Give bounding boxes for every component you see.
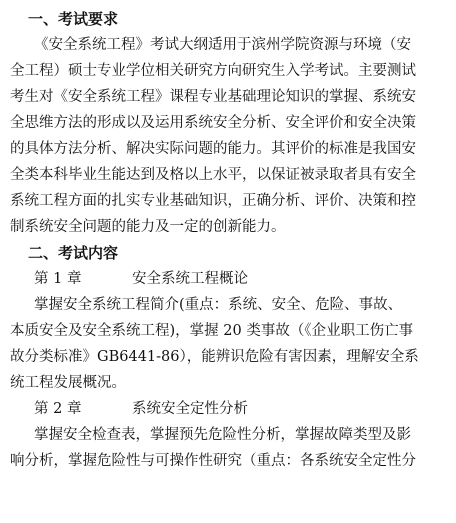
paragraph-line: 制系统安全问题的能力及一定的创新能力。 bbox=[10, 219, 286, 235]
paragraph-line: 掌握安全系统工程简介(重点：系统、安全、危险、事故、 bbox=[34, 297, 403, 313]
section-heading-exam-requirements: 一、考试要求 bbox=[28, 10, 119, 28]
chapter-2-paragraph bbox=[10, 422, 446, 474]
paragraph-line: 考生对《安全系统工程》课程专业基础理论知识的掌握、系统安 bbox=[10, 89, 416, 105]
chapter-1-paragraph bbox=[10, 292, 446, 396]
chapter-2-heading bbox=[10, 396, 446, 422]
paragraph-line: 全工程）硕士专业学位相关研究方向研究生入学考试。主要测试 bbox=[10, 63, 416, 79]
chapter-number: 第 1 章 bbox=[34, 271, 82, 287]
exam-requirements-paragraph bbox=[10, 32, 446, 240]
paragraph-line: 《安全系统工程》考试大纲适用于滨州学院资源与环境（安 bbox=[34, 37, 411, 53]
paragraph-line: 掌握安全检查表，掌握预先危险性分析，掌握故障类型及影 bbox=[34, 427, 411, 443]
chapter-title: 系统安全定性分析 bbox=[132, 401, 248, 417]
paragraph-line: 故分类标准》GB6441-86），能辨识危险有害因素，理解安全系 bbox=[10, 349, 419, 365]
paragraph-line: 全类本科毕业生能达到及格以上水平，以保证被录取者具有安全 bbox=[10, 167, 416, 183]
paragraph-line: 统工程发展概况。 bbox=[10, 375, 126, 391]
chapter-1-heading bbox=[10, 266, 446, 292]
section-heading-exam-content: 二、考试内容 bbox=[28, 244, 119, 262]
paragraph-line: 本质安全及安全系统工程)，掌握 20 类事故（《企业职工伤亡事 bbox=[10, 323, 414, 339]
chapter-title: 安全系统工程概论 bbox=[132, 271, 248, 287]
paragraph-line: 的具体方法分析、解决实际问题的能力。其评价的标准是我国安 bbox=[10, 141, 416, 157]
paragraph-line: 响分析，掌握危险性与可操作性研究（重点：各系统安全定性分 bbox=[10, 453, 416, 469]
paragraph-line: 全思维方法的形成以及运用系统安全分析、安全评价和安全决策 bbox=[10, 115, 416, 131]
paragraph-line: 系统工程方面的扎实专业基础知识，正确分析、评价、决策和控 bbox=[10, 193, 416, 209]
chapter-number: 第 2 章 bbox=[34, 401, 82, 417]
